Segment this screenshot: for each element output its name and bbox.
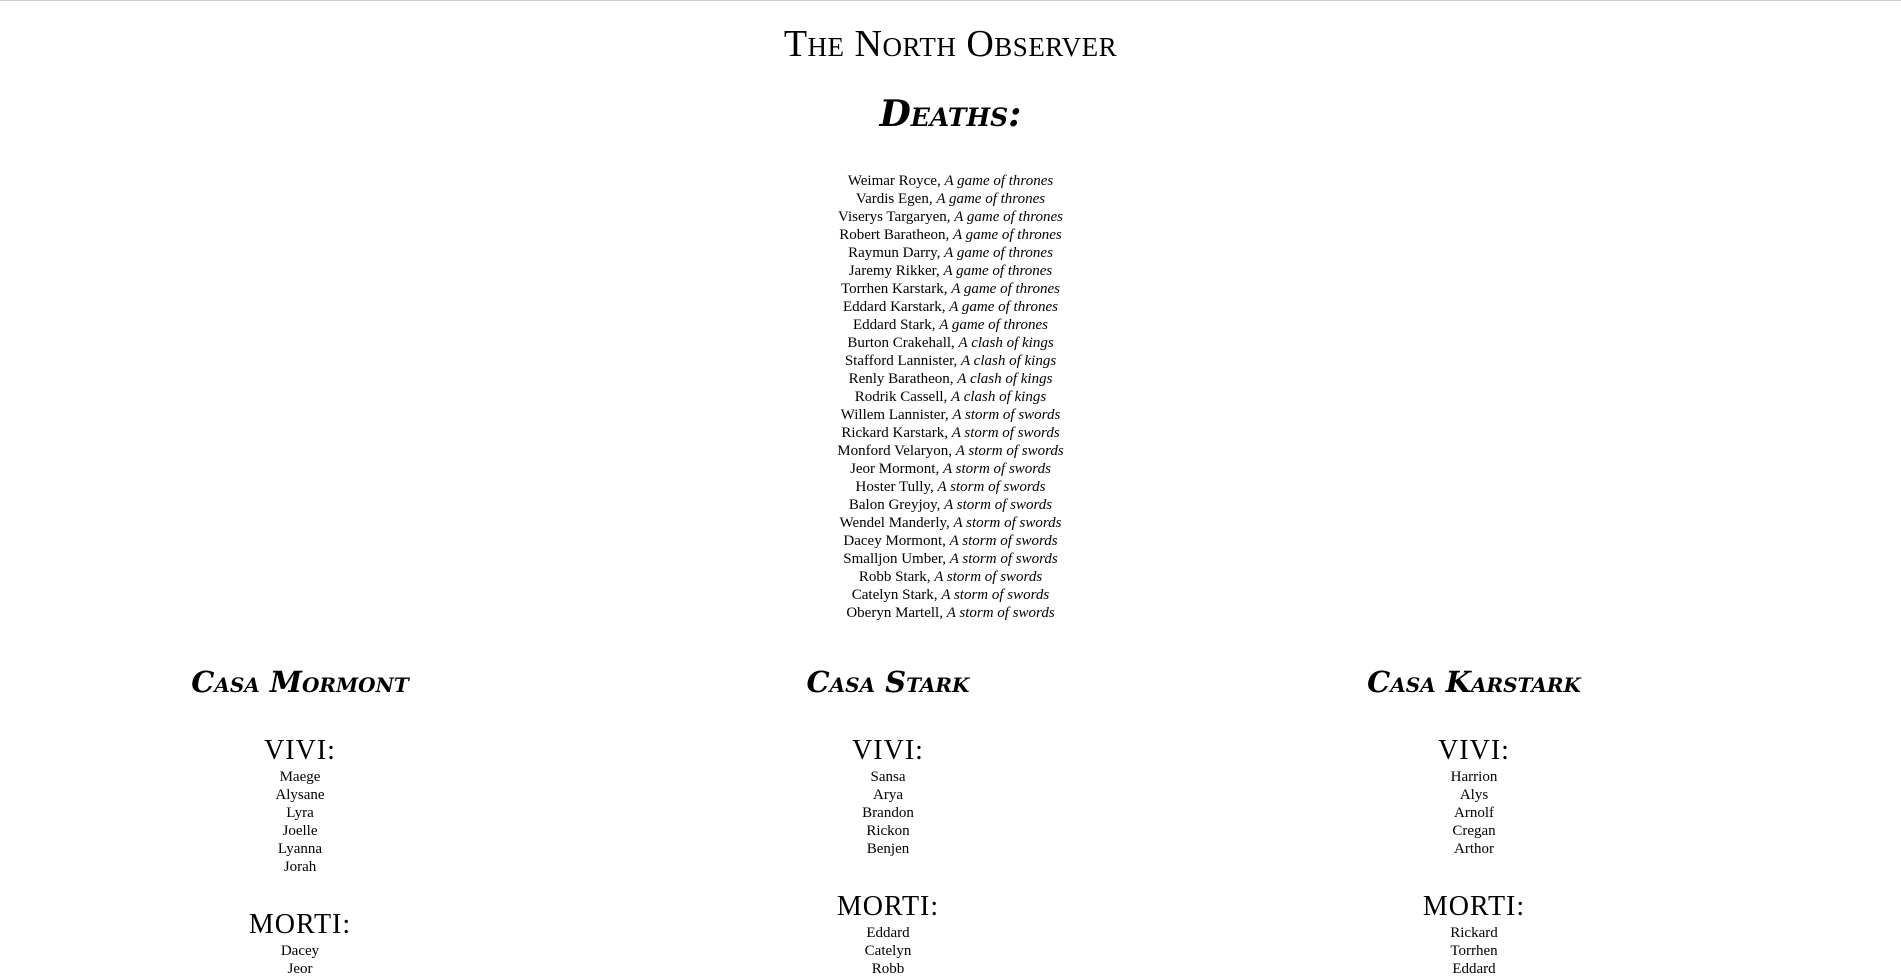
death-entry <box>0 442 1901 460</box>
person-name: Rickard <box>1450 925 1498 941</box>
dead-block-mormont <box>110 910 490 978</box>
death-name: Burton Crakehall, <box>847 335 955 351</box>
death-name: Torrhen Karstark, <box>841 281 948 297</box>
death-entry <box>0 262 1901 280</box>
death-name: Wendel Manderly, <box>839 515 950 531</box>
death-name: Rodrik Cassell, <box>854 389 948 405</box>
person-name: Arnolf <box>1454 805 1494 821</box>
death-entry <box>0 388 1901 406</box>
top-border <box>0 0 1901 1</box>
death-book: A storm of swords <box>946 605 1055 621</box>
death-book: A storm of swords <box>934 569 1043 585</box>
death-entry <box>0 568 1901 586</box>
death-name: Renly Baratheon, <box>848 371 954 387</box>
death-entry <box>0 370 1901 388</box>
house-karstark <box>1284 664 1664 978</box>
site-title: The North Observer <box>783 23 1118 65</box>
death-name: Rickard Karstark, <box>841 425 948 441</box>
alive-heading-mormont: VIVI: <box>264 735 336 766</box>
death-book: A game of thrones <box>936 191 1046 207</box>
death-entry <box>0 208 1901 226</box>
person-name: Arya <box>873 787 903 803</box>
death-entry <box>0 424 1901 442</box>
alive-list-karstark <box>1284 768 1664 858</box>
death-book: A storm of swords <box>951 425 1060 441</box>
person-name: Arthor <box>1454 841 1494 857</box>
alive-list-mormont <box>110 768 490 876</box>
death-name: Robert Baratheon, <box>839 227 950 243</box>
dead-heading-mormont: MORTI: <box>248 909 352 940</box>
death-book: A game of thrones <box>944 173 1054 189</box>
person-name: Cregan <box>1452 823 1496 839</box>
person-name: Dacey <box>280 943 320 959</box>
death-name: Balon Greyjoy, <box>848 497 941 513</box>
death-book: A storm of swords <box>944 497 1053 513</box>
death-entry <box>0 334 1901 352</box>
alive-heading-stark: VIVI: <box>852 735 924 766</box>
person-name: Jorah <box>283 859 317 875</box>
person-name: Lyanna <box>277 841 323 857</box>
death-book: A storm of swords <box>953 515 1062 531</box>
alive-list-stark <box>698 768 1078 858</box>
death-book: A storm of swords <box>937 479 1046 495</box>
death-book: A storm of swords <box>955 443 1064 459</box>
death-entry <box>0 604 1901 622</box>
death-entry <box>0 496 1901 514</box>
death-book: A game of thrones <box>954 209 1063 225</box>
person-name: Harrion <box>1450 769 1498 785</box>
house-stark <box>698 664 1078 978</box>
death-name: Oberyn Martell, <box>846 605 943 621</box>
house-title-karstark: Casa Karstark <box>1367 665 1581 699</box>
death-book: A storm of swords <box>952 407 1061 423</box>
person-name: Sansa <box>870 769 906 785</box>
death-name: Smalljon Umber, <box>843 551 947 567</box>
death-book: A game of thrones <box>952 227 1062 243</box>
death-book: A storm of swords <box>941 587 1050 603</box>
death-name: Raymun Darry, <box>848 245 941 261</box>
death-entry <box>0 280 1901 298</box>
death-book: A game of thrones <box>939 317 1048 333</box>
dead-block-stark <box>698 892 1078 978</box>
person-name: Torrhen <box>1450 943 1498 959</box>
death-book: A clash of kings <box>961 353 1057 369</box>
person-name: Eddard <box>1452 961 1496 977</box>
death-book: A game of thrones <box>951 281 1060 297</box>
death-name: Robb Stark, <box>858 569 931 585</box>
death-name: Jaremy Rikker, <box>848 263 940 279</box>
death-entry <box>0 586 1901 604</box>
alive-heading-karstark: VIVI: <box>1438 735 1510 766</box>
death-name: Hoster Tully, <box>855 479 934 495</box>
death-name: Stafford Lannister, <box>844 353 958 369</box>
death-book: A clash of kings <box>951 389 1047 405</box>
death-entry <box>0 298 1901 316</box>
person-name: Eddard <box>866 925 910 941</box>
death-entry <box>0 550 1901 568</box>
death-book: A storm of swords <box>949 533 1058 549</box>
house-title-stark: Casa Stark <box>806 665 970 699</box>
house-mormont <box>110 664 490 978</box>
death-name: Eddard Stark, <box>853 317 936 333</box>
person-name: Maege <box>279 769 321 785</box>
death-name: Willem Lannister, <box>840 407 949 423</box>
person-name: Alys <box>1459 787 1489 803</box>
death-book: A game of thrones <box>943 263 1053 279</box>
death-name: Monford Velaryon, <box>837 443 952 459</box>
dead-heading-karstark: MORTI: <box>1422 891 1526 922</box>
person-name: Catelyn <box>864 943 912 959</box>
death-book: A clash of kings <box>958 335 1054 351</box>
death-entry <box>0 352 1901 370</box>
deaths-list <box>0 172 1901 622</box>
death-name: Catelyn Stark, <box>851 587 938 603</box>
death-name: Vardis Egen, <box>855 191 933 207</box>
person-name: Alysane <box>275 787 325 803</box>
death-entry <box>0 514 1901 532</box>
death-book: A clash of kings <box>957 371 1053 387</box>
person-name: Robb <box>871 961 905 977</box>
death-entry <box>0 190 1901 208</box>
death-entry <box>0 244 1901 262</box>
dead-list-stark <box>698 924 1078 978</box>
death-name: Dacey Mormont, <box>843 533 946 549</box>
person-name: Benjen <box>866 841 910 857</box>
death-book: A storm of swords <box>949 551 1058 567</box>
death-book: A game of thrones <box>949 299 1058 315</box>
death-entry <box>0 478 1901 496</box>
dead-heading-stark: MORTI: <box>836 891 940 922</box>
death-name: Weimar Royce, <box>847 173 941 189</box>
house-title-mormont: Casa Mormont <box>191 665 409 699</box>
death-entry <box>0 460 1901 478</box>
person-name: Joelle <box>282 823 318 839</box>
dead-block-karstark <box>1284 892 1664 978</box>
death-entry <box>0 226 1901 244</box>
death-name: Jeor Mormont, <box>850 461 940 477</box>
death-book: A storm of swords <box>942 461 1051 477</box>
person-name: Rickon <box>866 823 910 839</box>
death-name: Viserys Targaryen, <box>838 209 951 225</box>
death-entry <box>0 406 1901 424</box>
death-entry <box>0 316 1901 334</box>
dead-list-mormont <box>110 942 490 978</box>
person-name: Brandon <box>862 805 914 821</box>
person-name: Lyra <box>286 805 314 821</box>
dead-list-karstark <box>1284 924 1664 978</box>
death-entry <box>0 172 1901 190</box>
death-name: Eddard Karstark, <box>843 299 946 315</box>
deaths-heading: Deaths: <box>879 93 1022 135</box>
person-name: Jeor <box>287 961 313 977</box>
death-book: A game of thrones <box>944 245 1053 261</box>
death-entry <box>0 532 1901 550</box>
